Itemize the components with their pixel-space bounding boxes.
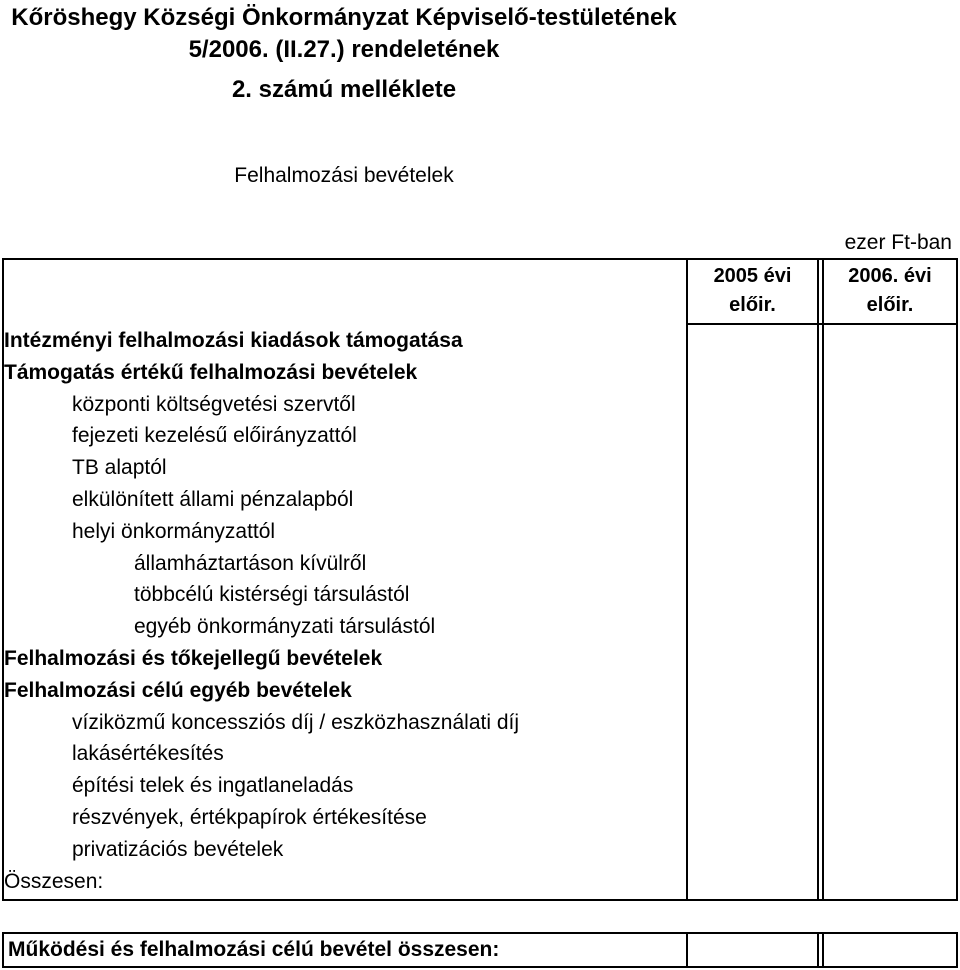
table-row: Támogatás értékű felhalmozási bevételek [4, 360, 418, 384]
summary-divider-2006-inner [822, 934, 824, 966]
column-header-2005-line1: 2005 évi [713, 265, 792, 287]
summary-divider-2006 [817, 934, 819, 966]
column-divider-2006 [817, 260, 819, 899]
table-row: TB alaptól [72, 456, 167, 480]
document-title-line2: 5/2006. (II.27.) rendeletének [188, 36, 500, 63]
column-header-2005 [688, 262, 817, 320]
table-row: államháztartáson kívülről [134, 551, 367, 575]
table-row: többcélú kistérségi társulástól [134, 583, 410, 607]
table-row: elkülönített állami pénzalapból [72, 487, 354, 511]
column-header-2005-line2: előir. [729, 294, 776, 316]
summary-table [2, 932, 958, 968]
column-header-2006-line2: előir. [866, 294, 914, 316]
summary-divider-2005 [686, 934, 688, 966]
table-row: Intézményi felhalmozási kiadások támogatása [4, 329, 463, 352]
header-divider [686, 323, 956, 325]
table-row: víziközmű koncessziós díj / eszközhasználati díj [72, 710, 520, 734]
table-row: privatizációs bevételek [72, 837, 284, 861]
unit-label: ezer Ft-ban [844, 231, 952, 254]
summary-label: Működési és felhalmozási célú bevétel összesen: [8, 938, 500, 961]
column-divider-2006-inner [822, 260, 824, 899]
table-row: fejezeti kezelésű előirányzattól [72, 424, 357, 448]
table-row: központi költségvetési szervtől [72, 392, 356, 416]
table-row: építési telek és ingatlaneladás [72, 774, 354, 798]
table-row: lakásértékesítés [72, 742, 224, 766]
document-title-line3: 2. számú melléklete [231, 76, 457, 103]
section-subtitle: Felhalmozási bevételek [234, 164, 454, 187]
table-row: Felhalmozási célú egyéb bevételek [4, 678, 352, 702]
column-divider-2005 [686, 260, 688, 899]
table-row: Felhalmozási és tőkejellegű bevételek [4, 646, 383, 670]
column-header-2006 [824, 262, 956, 320]
row-labels [4, 325, 684, 897]
table-row: egyéb önkormányzati társulástól [134, 615, 436, 639]
document-title-line1: Kőröshegy Községi Önkormányzat Képviselő-testületének [11, 4, 677, 31]
table-row: helyi önkormányzattól [72, 519, 276, 543]
table-row: részvények, értékpapírok értékesítése [72, 805, 427, 829]
column-header-2006-line1: 2006. évi [848, 265, 932, 287]
total-row: Összesen: [4, 869, 104, 893]
